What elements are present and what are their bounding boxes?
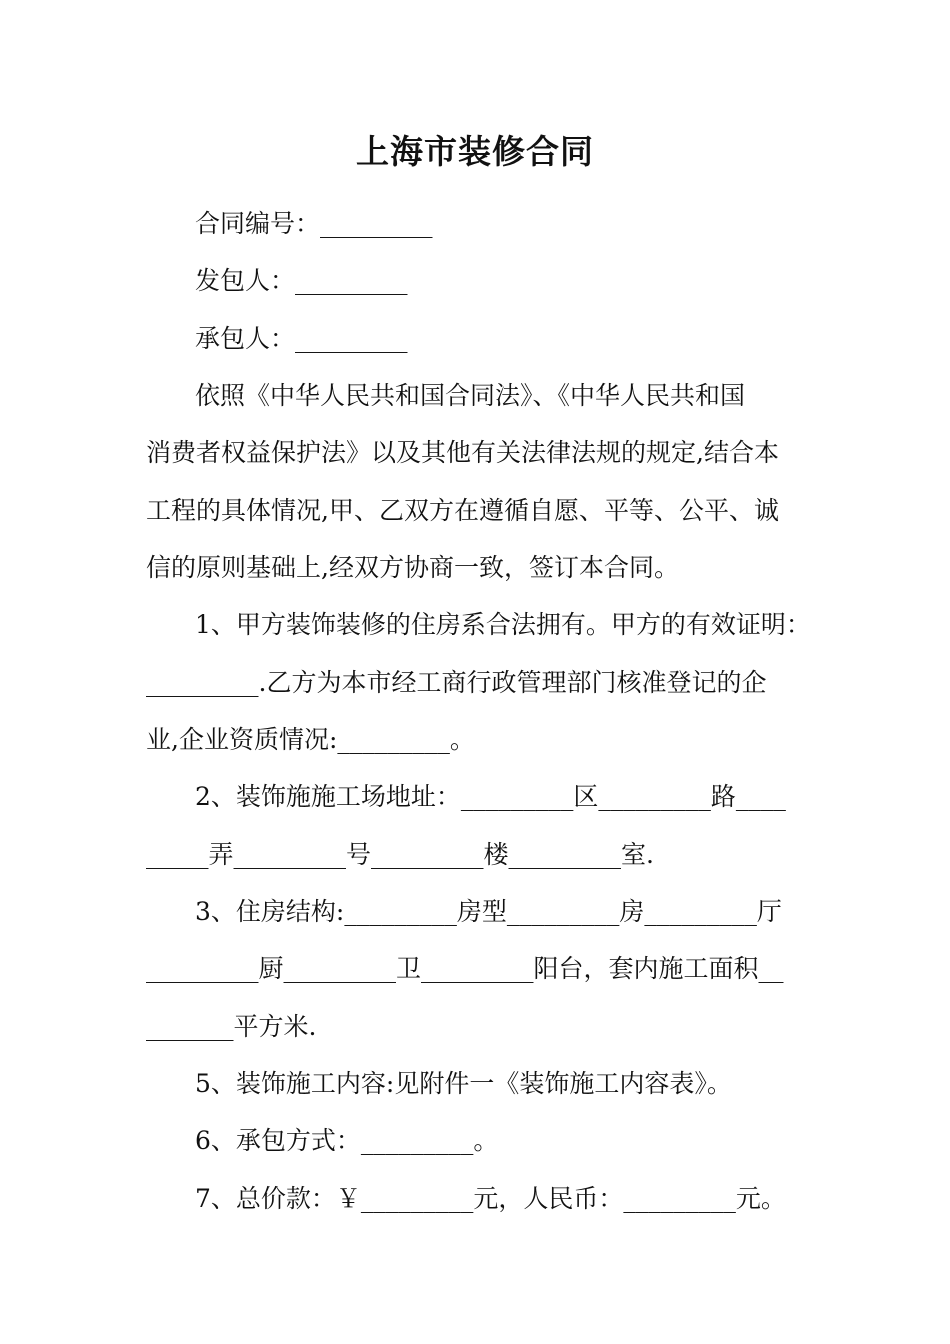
clause-3-line-2: _________厨_________卫_________阳台，套内施工面积__	[146, 954, 784, 983]
preamble-line-2: 消费者权益保护法》以及其他有关法律法规的规定,结合本	[146, 438, 779, 467]
clause-7-line: 7、总价款：￥_________元，人民币：_________元。	[195, 1184, 786, 1213]
clause-6-line: 6、承包方式：_________。	[195, 1126, 499, 1155]
contract-number-line: 合同编号：_________	[195, 209, 433, 238]
clause-2-line-1: 2、装饰施施工场地址：_________区_________路____	[195, 782, 786, 811]
preamble-line-1: 依照《中华人民共和国合同法》、《中华人民共和国	[195, 381, 746, 410]
preamble-line-3: 工程的具体情况,甲、乙双方在遵循自愿、平等、公平、诚	[146, 496, 779, 525]
contractor-line: 承包人：_________	[195, 324, 408, 353]
clause-2-line-2: _____弄_________号_________楼_________室.	[146, 840, 654, 869]
clause-1-line-2: _________.乙方为本市经工商行政管理部门核准登记的企	[146, 668, 767, 697]
clause-1-line-3: 业,企业资质情况:_________。	[146, 725, 475, 754]
clause-3-line-1: 3、住房结构:_________房型_________房_________厅	[195, 897, 782, 926]
clause-3-line-3: _______平方米.	[146, 1012, 317, 1041]
employer-line: 发包人：_________	[195, 266, 408, 295]
document-title: 上海市装修合同	[356, 132, 594, 171]
preamble-line-4: 信的原则基础上,经双方协商一致，签订本合同。	[146, 553, 679, 582]
clause-5-line: 5、装饰施工内容:见附件一《装饰施工内容表》。	[195, 1069, 732, 1098]
clause-1-line-1: 1、甲方装饰装修的住房系合法拥有。甲方的有效证明：	[195, 610, 811, 639]
